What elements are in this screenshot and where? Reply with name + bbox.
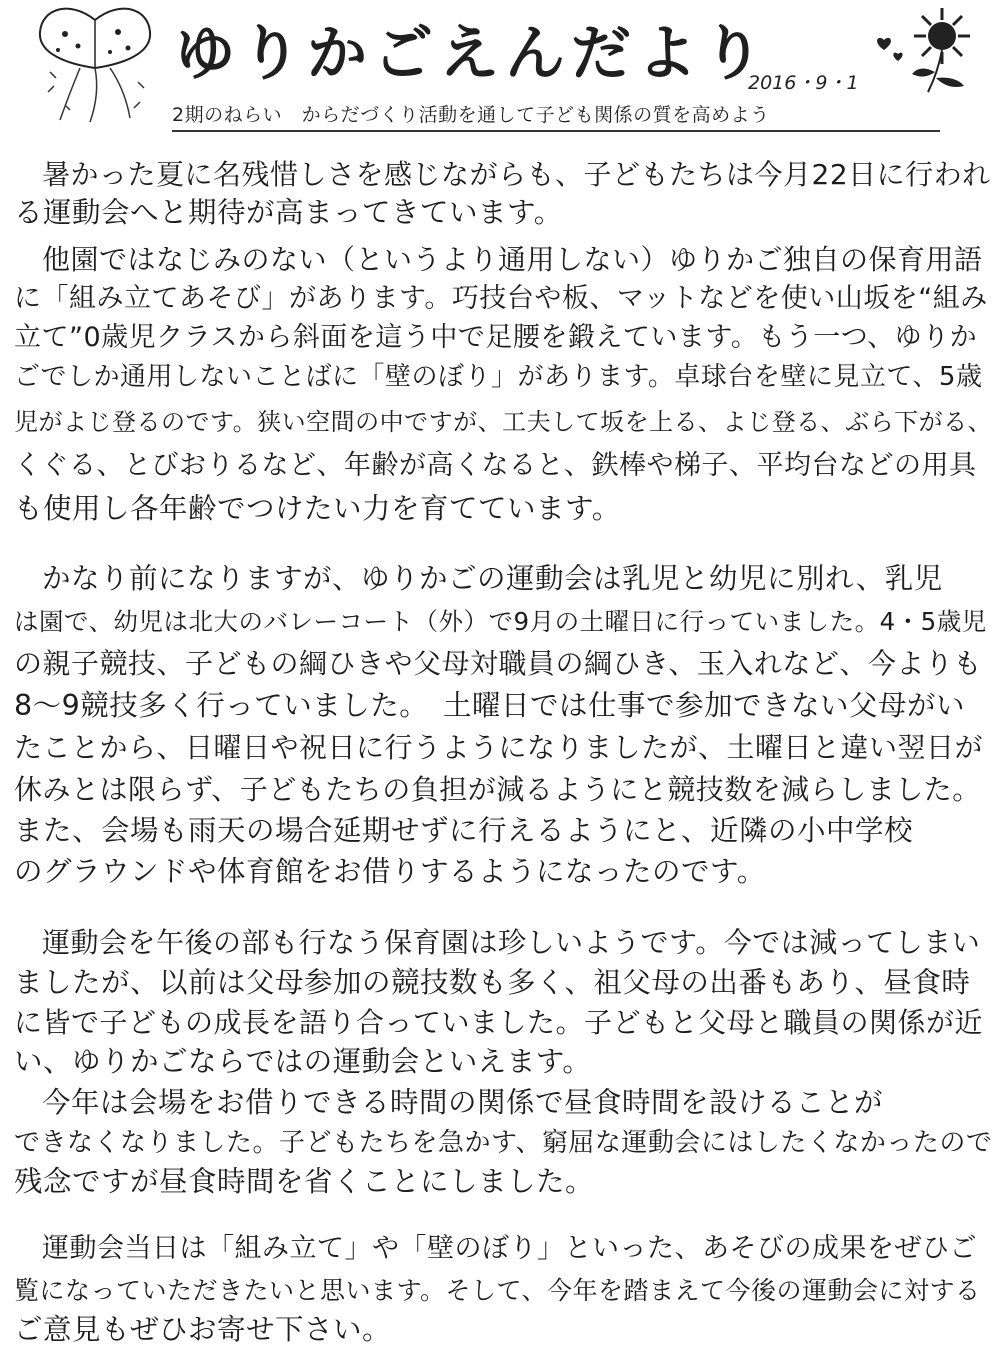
flower-decoration-icon [872, 6, 984, 94]
body-line: 立て”0歳児クラスから斜面を這う中で足腰を鍛えています。もう一つ、ゆりか [14, 322, 978, 353]
body-line: 運動会を午後の部も行なう保育園は珍しいようです。今では減ってしまい [42, 926, 981, 959]
body-line: い、ゆりかごならではの運動会といえます。 [14, 1045, 592, 1078]
body-line: 暑かった夏に名残惜しさを感じながらも、子どもたちは今月22日に行われ [42, 158, 991, 191]
body-line: 休みとは限らず、子どもたちの負担が減るようにと競技数を減らしました。 [14, 773, 981, 806]
body-line: のグラウンドや体育館をお借りするようになったのです。 [14, 855, 766, 888]
term-aim: 2期のねらい からだづくり活動を通して子ども関係の質を高めよう [172, 100, 940, 132]
body-line: くぐる、とびおりるなど、年齢が高くなると、鉄棒や梯子、平均台などの用具 [14, 450, 977, 481]
body-line: に皆で子どもの成長を語り合っていました。子どもと父母と職員の関係が近 [14, 1006, 984, 1039]
balloon-decoration-icon [20, 2, 170, 127]
body-line: は園で、幼児は北大のバレーコート（外）で9月の土曜日に行っていました。4・5歳児 [14, 607, 987, 636]
body-line: 今年は会場をお借りできる時間の関係で昼食時間を設けることが [42, 1086, 884, 1119]
body-line: ましたが、以前は父母参加の競技数も多く、祖父母の出番もあり、昼食時 [14, 966, 971, 999]
body-line: も使用し各年齢でつけたい力を育てています。 [14, 492, 621, 525]
body-line: 他園ではなじみのない（というより通用しない）ゆりかご独自の保育用語 [42, 243, 983, 276]
issue-date: 2016・9・1 [748, 72, 859, 94]
body-line: ごでしか通用しないことばに「壁のぼり」があります。卓球台を壁に見立て、5歳 [14, 362, 983, 392]
body-line: 児がよじ登るのです。狭い空間の中ですが、工夫して坂を上る、よじ登る、ぶら下がる、 [14, 408, 993, 436]
body-line: る運動会へと期待が高まってきています。 [14, 196, 563, 229]
body-line: ご意見もぜひお寄せ下さい。 [14, 1313, 392, 1346]
body-line: 運動会当日は「組み立て」や「壁のぼり」といった、あそびの成果をぜひご [42, 1233, 977, 1264]
body-line: かなり前になりますが、ゆりかごの運動会は乳児と幼児に別れ、乳児 [42, 562, 943, 595]
body-line: たことから、日曜日や祝日に行うようになりましたが、土曜日と違い翌日が [14, 731, 984, 764]
body-line: に「組み立てあそび」があります。巧技台や板、マットなどを使い山坂を“組み [14, 283, 988, 314]
body-line: の親子競技、子どもの綱ひきや父母対職員の綱ひき、玉入れなど、今よりも [14, 647, 982, 680]
body-line: できなくなりました。子どもたちを急かす、窮屈な運動会にはしたくなかったので [14, 1128, 993, 1158]
newsletter-title: ゆりかごえんだより [175, 19, 769, 89]
body-line: 覧になっていただきたいと思います。そして、今年を踏まえて今後の運動会に対する [14, 1276, 981, 1305]
body-line: 残念ですが昼食時間を省くことにしました。 [14, 1165, 595, 1198]
body-line: 8～9競技多く行っていました。 土曜日では仕事で参加できない父母がい [14, 689, 966, 722]
body-line: また、会場も雨天の場合延期せずに行えるようにと、近隣の小中学校 [14, 814, 914, 847]
